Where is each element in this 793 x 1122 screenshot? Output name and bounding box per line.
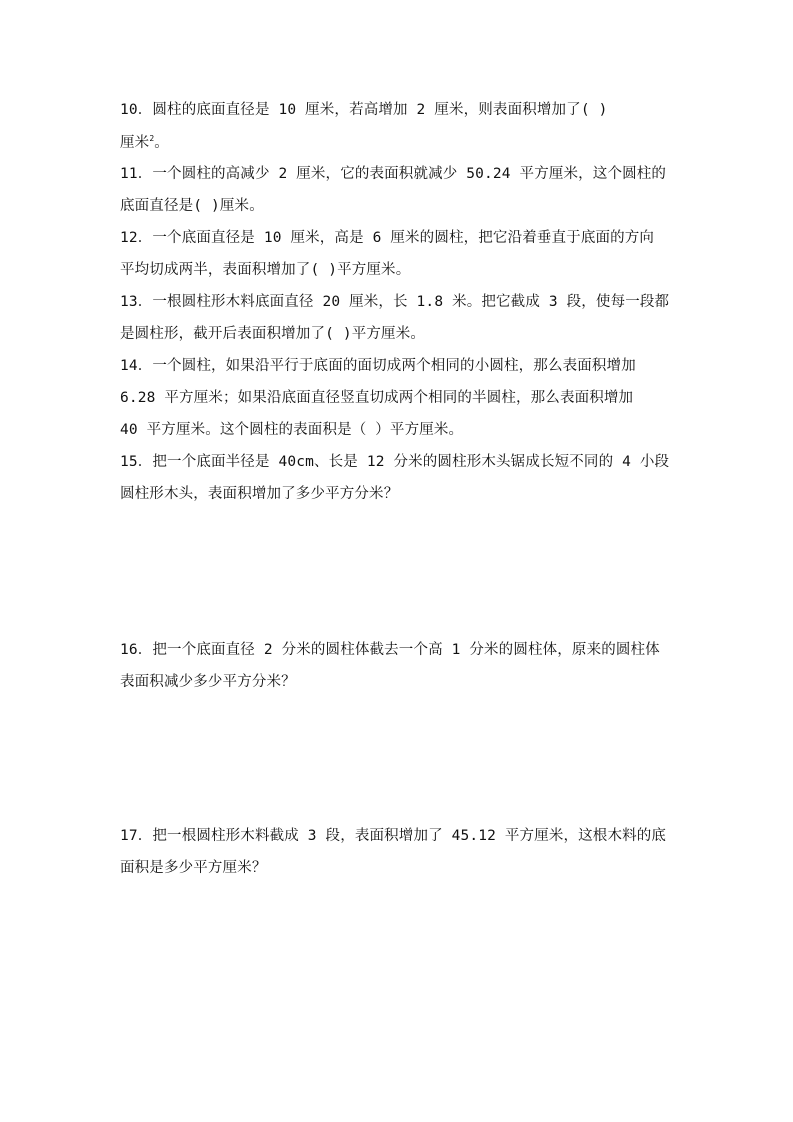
question-12-line-2: 平均切成两半，表面积增加了( )平方厘米。 [120, 262, 411, 278]
question-11-line-1: 11．一个圆柱的高减少 2 厘米，它的表面积就减少 50.24 平方厘米，这个圆柱的 [120, 166, 667, 182]
question-11-line-2: 底面直径是( )厘米。 [120, 198, 264, 214]
question-10-unit: 厘米 [120, 135, 150, 151]
question-14-line-1: 14．一个圆柱，如果沿平行于底面的面切成两个相同的小圆柱，那么表面积增加 [120, 358, 636, 374]
question-14-line-3: 40 平方厘米。这个圆柱的表面积是（ ）平方厘米。 [120, 422, 464, 438]
question-17-line-2: 面积是多少平方厘米？ [120, 860, 267, 876]
question-14-line-2: 6.28 平方厘米；如果沿底面直径竖直切成两个相同的半圆柱，那么表面积增加 [120, 390, 634, 406]
question-10-end: 。 [154, 135, 169, 151]
question-10-unit-exponent: 2 [149, 134, 155, 143]
question-12-line-1: 12．一个底面直径是 10 厘米，高是 6 厘米的圆柱，把它沿着垂直于底面的方向 [120, 230, 655, 246]
question-10-line-2 [120, 133, 690, 153]
question-13-line-2: 是圆柱形，截开后表面积增加了( )平方厘米。 [120, 326, 425, 342]
question-15-line-2: 圆柱形木头，表面积增加了多少平方分米？ [120, 486, 399, 502]
question-16-line-1: 16．把一个底面直径 2 分米的圆柱体截去一个高 1 分米的圆柱体，原来的圆柱体 [120, 642, 660, 658]
question-17-line-1: 17．把一根圆柱形木料截成 3 段，表面积增加了 45.12 平方厘米，这根木料的底 [120, 828, 667, 844]
question-10-line-1: 10．圆柱的底面直径是 10 厘米，若高增加 2 厘米，则表面积增加了( ) [120, 102, 608, 118]
question-13-line-1: 13．一根圆柱形木料底面直径 20 厘米，长 1.8 米。把它截成 3 段，使每一段都 [120, 294, 670, 310]
question-16-line-2: 表面积减少多少平方分米？ [120, 674, 296, 690]
question-15-line-1: 15．把一个底面半径是 40cm、长是 12 分米的圆柱形木头锯成长短不同的 4 小段 [120, 454, 670, 470]
